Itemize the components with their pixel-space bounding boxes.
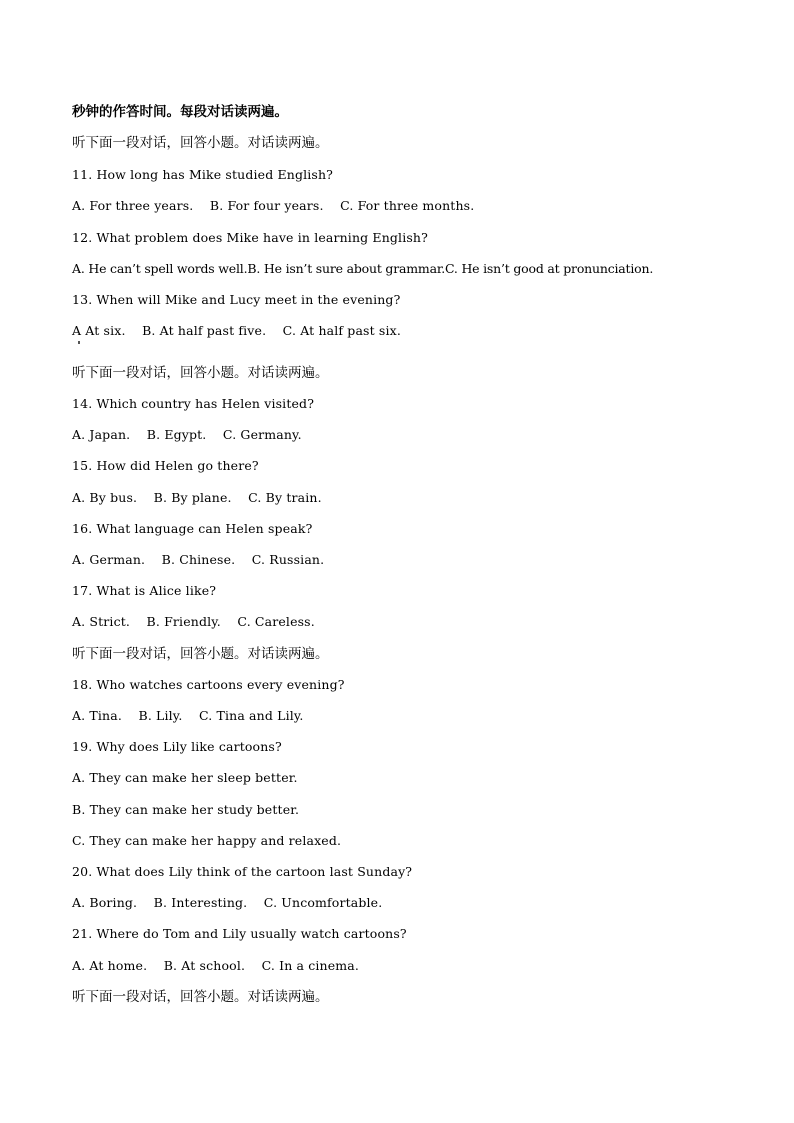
- question-18-options: A. Tina. B. Lily. C. Tina and Lily.: [72, 708, 304, 723]
- question-18: 18. Who watches cartoons every evening?: [72, 677, 345, 692]
- question-13-options: A At six. B. At half past five. C. At half past six.: [72, 323, 401, 338]
- question-16-options: A. German. B. Chinese. C. Russian.: [72, 552, 325, 567]
- question-12-options: A. He can’t spell words well.B. He isn’t sure about grammar.C. He isn’t good at pronunciation.: [72, 261, 654, 276]
- question-16: 16. What language can Helen speak?: [72, 521, 313, 536]
- question-19: 19. Why does Lily like cartoons?: [72, 739, 282, 754]
- question-11-options: A. For three years. B. For four years. C. For three months.: [72, 198, 475, 213]
- question-19-option-c: C. They can make her happy and relaxed.: [72, 833, 342, 848]
- question-20: 20. What does Lily think of the cartoon last Sunday?: [72, 864, 413, 879]
- question-20-options: A. Boring. B. Interesting. C. Uncomfortable.: [72, 895, 383, 910]
- section-4-instruction: 听下面一段对话，回答小题。对话读两遍。: [72, 989, 329, 1005]
- question-11: 11. How long has Mike studied English?: [72, 167, 334, 182]
- stray-mark: [78, 341, 80, 344]
- question-14-options: A. Japan. B. Egypt. C. Germany.: [72, 427, 302, 442]
- question-19-option-b: B. They can make her study better.: [72, 802, 300, 817]
- question-17: 17. What is Alice like?: [72, 583, 217, 598]
- section-2-instruction: 听下面一段对话，回答小题。对话读两遍。: [72, 365, 329, 381]
- question-12: 12. What problem does Mike have in learning English?: [72, 230, 428, 245]
- section-1-instruction: 听下面一段对话，回答小题。对话读两遍。: [72, 135, 329, 151]
- question-15-options: A. By bus. B. By plane. C. By train.: [72, 490, 322, 505]
- header-note: 秒钟的作答时间。每段对话读两遍。: [72, 104, 288, 120]
- question-21: 21. Where do Tom and Lily usually watch cartoons?: [72, 926, 407, 941]
- section-3-instruction: 听下面一段对话，回答小题。对话读两遍。: [72, 646, 329, 662]
- question-15: 15. How did Helen go there?: [72, 458, 259, 473]
- question-21-options: A. At home. B. At school. C. In a cinema.: [72, 958, 360, 973]
- question-17-options: A. Strict. B. Friendly. C. Careless.: [72, 614, 315, 629]
- question-19-option-a: A. They can make her sleep better.: [72, 770, 298, 785]
- question-13: 13. When will Mike and Lucy meet in the evening?: [72, 292, 401, 307]
- question-14: 14. Which country has Helen visited?: [72, 396, 315, 411]
